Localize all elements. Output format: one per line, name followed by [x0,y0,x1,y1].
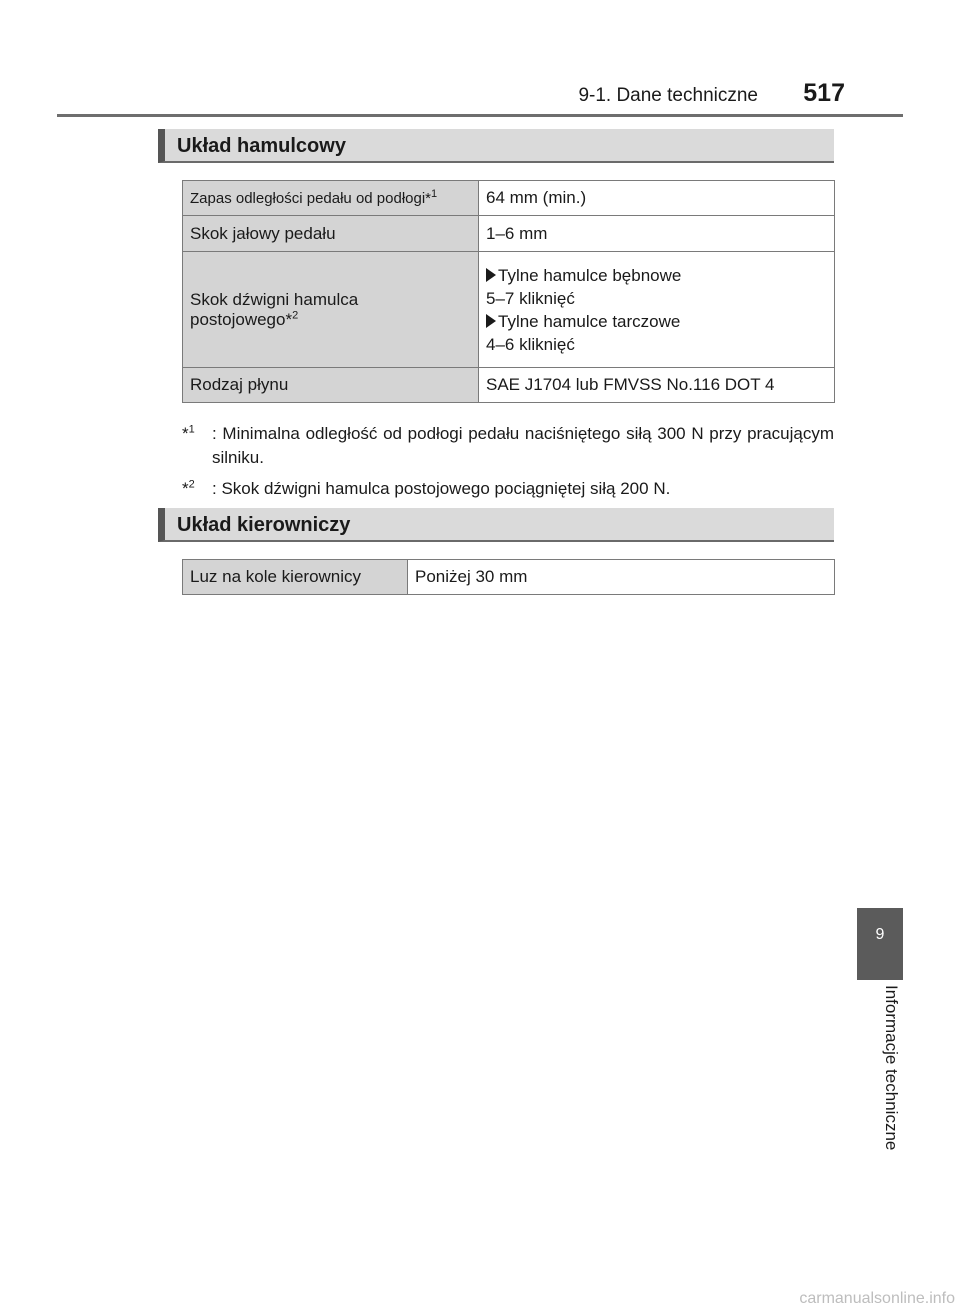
steering-spec-table [182,559,835,595]
steering-section-heading [158,508,834,542]
page-header [57,78,903,117]
table-row [183,181,835,216]
chapter-number: 9 [875,926,885,943]
triangle-bullet-icon [486,268,496,282]
watermark: carmanualsonline.info [799,1290,955,1307]
row-value: SAE J1704 lub FMVSS No.116 DOT 4 [479,368,835,403]
row-value: Tylne hamulce bębnowe 5–7 kliknięć Tylne hamulce tarczowe 4–6 kliknięć [479,252,835,368]
table-row [183,368,835,403]
row-key: Zapas odległości pedału od podłogi*$^1$ [183,181,479,216]
page-number: 517 [803,79,845,107]
brakes-title: Układ hamulcowy [177,135,346,157]
brakes-spec-table [182,180,835,403]
chapter-label: Informacje techniczne [882,985,901,1151]
row-value: 1–6 mm [479,216,835,252]
row-value: Poniżej 30 mm [408,560,835,595]
row-key: Skok dźwigni hamulca postojowego*$^2$ [183,252,479,368]
chapter-tab[interactable] [857,908,903,980]
table-row [183,216,835,252]
table-row [183,560,835,595]
footnote: *$^2$ : Skok dźwigni hamulca postojowego pociągniętej siłą 200 N. [182,478,671,498]
footnote: *$^1$ : Minimalna odległość od podłogi pedału naciśniętego siłą 300 N przy pracującym silniku. [182,423,834,467]
row-key: Rodzaj płynu [183,368,479,403]
triangle-bullet-icon [486,314,496,328]
brakes-section-heading [158,129,834,163]
table-row [183,252,835,368]
row-key: Luz na kole kierownicy [183,560,408,595]
row-key: Skok jałowy pedału [183,216,479,252]
footnotes [182,422,834,508]
steering-title: Układ kierowniczy [177,514,351,536]
row-value: 64 mm (min.) [479,181,835,216]
section-title: 9-1. Dane techniczne [578,85,758,106]
